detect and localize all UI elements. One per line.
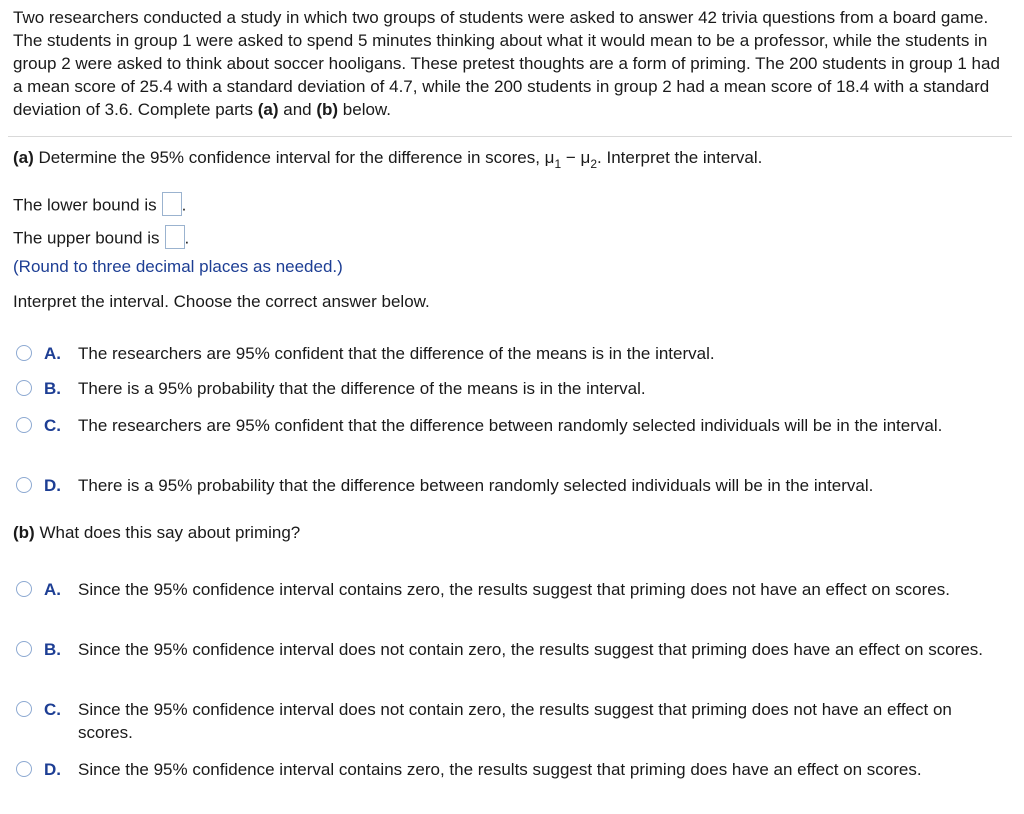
part-a-option-c[interactable] (16, 414, 1006, 437)
option-letter: B. (44, 640, 61, 659)
part-a-label: (a) (13, 148, 34, 167)
part-a-option-a[interactable] (16, 342, 1006, 365)
intro-part-b: (b) (316, 100, 339, 119)
rounding-note: (Round to three decimal places as needed.) (13, 257, 343, 276)
option-letter: C. (44, 700, 61, 719)
upper-bound-row: The upper bound is . (13, 227, 189, 251)
part-a-option-b[interactable] (16, 377, 1006, 400)
intro-end: below. (338, 100, 391, 119)
option-letter: D. (44, 760, 61, 779)
subscript-2: 2 (590, 157, 598, 171)
option-letter: C. (44, 416, 61, 435)
option-letter: A. (44, 344, 61, 363)
option-text: Since the 95% confidence interval does not contain zero, the results suggest that priming does not have an effect on scores. (78, 700, 952, 742)
part-b-option-b[interactable] (16, 638, 1006, 661)
option-text: The researchers are 95% confident that the difference of the means is in the interval. (78, 344, 715, 363)
radio-button[interactable] (16, 761, 32, 777)
upper-bound-input[interactable] (165, 225, 185, 249)
lower-bound-label: The lower bound is (13, 195, 157, 215)
option-text: Since the 95% confidence interval contains zero, the results suggest that priming does not have an effect on scores. (78, 580, 950, 599)
problem-statement (13, 6, 1013, 121)
part-b-option-c[interactable] (16, 698, 1006, 744)
part-b-label: (b) (13, 523, 35, 542)
option-letter: A. (44, 580, 61, 599)
radio-button[interactable] (16, 641, 32, 657)
radio-button[interactable] (16, 581, 32, 597)
part-a-text-end: . Interpret the interval. (597, 148, 763, 167)
radio-button[interactable] (16, 477, 32, 493)
part-a-option-d[interactable] (16, 474, 1006, 497)
intro-and: and (278, 100, 317, 119)
part-a-text: Determine the 95% confidence interval for the difference in scores, μ (33, 148, 555, 167)
part-b-option-a[interactable] (16, 578, 1006, 601)
radio-button[interactable] (16, 345, 32, 361)
radio-button[interactable] (16, 417, 32, 433)
intro-part-a: (a) (257, 100, 279, 119)
part-b-text: What does this say about priming? (34, 523, 301, 542)
part-b-question (13, 522, 300, 544)
part-b-option-d[interactable] (16, 758, 1006, 781)
option-letter: D. (44, 476, 61, 495)
lower-bound-row: The lower bound is . (13, 194, 186, 218)
option-text: Since the 95% confidence interval does not contain zero, the results suggest that priming does have an effect on scores. (78, 640, 984, 659)
option-text: There is a 95% probability that the difference between randomly selected individuals will be in the interval. (78, 476, 874, 495)
option-text: There is a 95% probability that the difference of the means is in the interval. (78, 379, 646, 398)
problem-text: Two researchers conducted a study in which two groups of students were asked to answer 42 trivia questions from a board game. The students in group 1 were asked to spend 5 minutes thinking about what it would mean to be a professor, while the students in group 2 were asked to think about soccer hooligans. These pretest thoughts are a form of priming. The 200 students in group 1 had a mean score of 25.4 with a standard deviation of 4.7, while the 200 students in group 2 had a mean score of 18.4 with a standard deviation of 3.6. Complete parts (13, 8, 1000, 119)
minus-mu: − μ (561, 148, 591, 167)
option-text: Since the 95% confidence interval contains zero, the results suggest that priming does have an effect on scores. (78, 760, 922, 779)
divider (8, 136, 1012, 137)
upper-bound-label: The upper bound is (13, 228, 160, 248)
radio-button[interactable] (16, 380, 32, 396)
subscript-1: 1 (554, 157, 562, 171)
option-letter: B. (44, 379, 61, 398)
radio-button[interactable] (16, 701, 32, 717)
interpret-prompt: Interpret the interval. Choose the correct answer below. (13, 292, 430, 311)
part-a-question (13, 147, 762, 169)
option-text: The researchers are 95% confident that the difference between randomly selected individuals will be in the interval. (78, 416, 943, 435)
lower-bound-input[interactable] (162, 192, 182, 216)
